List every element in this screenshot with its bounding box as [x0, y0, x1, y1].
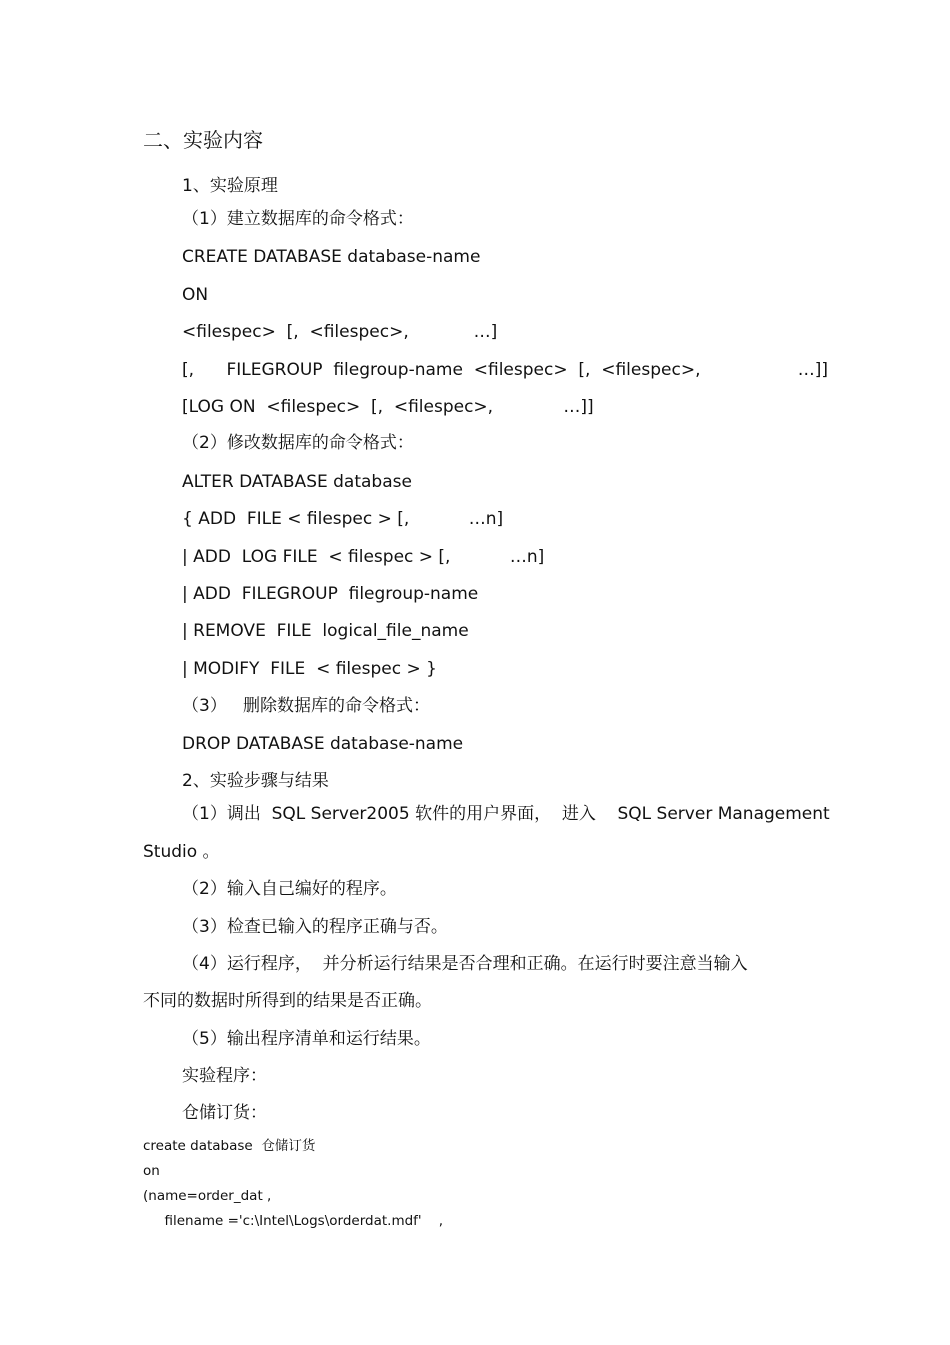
step-4-line-2: 不同的数据时所得到的结果是否正确。	[143, 991, 432, 1011]
program-label: 实验程序：	[182, 1066, 267, 1086]
alter-line: | ADD FILEGROUP filegroup-name	[182, 584, 479, 604]
code-line: filename ='c:\Intel\Logs\orderdat.mdf' ,	[143, 1213, 444, 1229]
alter-line: ALTER DATABASE database	[182, 472, 412, 492]
create-line: ON	[182, 285, 209, 305]
step-3: （3）检查已输入的程序正确与否。	[182, 917, 448, 937]
alter-line: | REMOVE FILE logical_file_name	[182, 621, 469, 641]
alter-heading: （2）修改数据库的命令格式：	[182, 433, 414, 453]
alter-line: | MODIFY FILE < filespec > }	[182, 659, 437, 679]
principle-heading: 1、实验原理	[182, 176, 278, 196]
drop-line: DROP DATABASE database-name	[182, 734, 464, 754]
drop-heading: （3） 删除数据库的命令格式：	[182, 696, 431, 716]
create-line: [LOG ON <filespec> [, <filespec>, …]]	[182, 397, 594, 417]
create-line: [, FILEGROUP filegroup-name <filespec> [, <filespec>, …]]	[182, 360, 828, 380]
create-line: <filespec> [, <filespec>, …]	[182, 322, 498, 342]
code-line: (name=order_dat ,	[143, 1188, 272, 1204]
section-title: 二、实验内容	[143, 128, 263, 152]
step-5: （5）输出程序清单和运行结果。	[182, 1029, 431, 1049]
code-line: create database 仓储订货	[143, 1138, 316, 1154]
alter-line: { ADD FILE < filespec > [, …n]	[182, 509, 504, 529]
code-line: on	[143, 1163, 160, 1179]
create-heading: （1）建立数据库的命令格式：	[182, 209, 414, 229]
step-1-line-2: Studio 。	[143, 842, 220, 862]
create-line: CREATE DATABASE database-name	[182, 247, 481, 267]
step-1-line-1: （1）调出 SQL Server2005 软件的用户界面， 进入 SQL Server Management	[182, 804, 830, 824]
step-4-line-1: （4）运行程序， 并分析运行结果是否合理和正确。在运行时要注意当输入	[182, 954, 748, 974]
steps-heading: 2、实验步骤与结果	[182, 771, 329, 791]
step-2: （2）输入自己编好的程序。	[182, 879, 397, 899]
warehouse-label: 仓储订货：	[182, 1103, 267, 1123]
alter-line: | ADD LOG FILE < filespec > [, …n]	[182, 547, 545, 567]
